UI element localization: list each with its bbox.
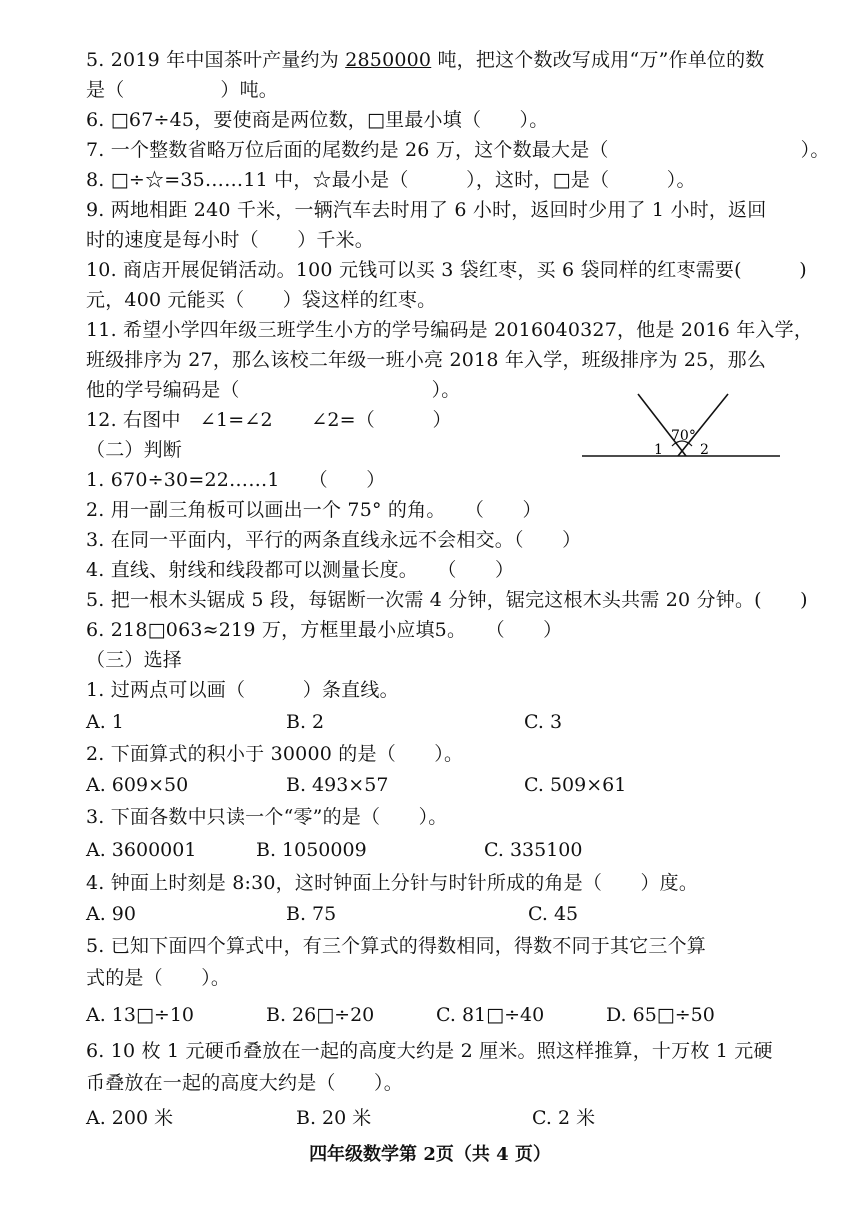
choice-q6-option-b: B. 20 米 — [296, 1107, 372, 1129]
choice-q1-option-b: B. 2 — [286, 711, 325, 733]
question-11-line1: 11. 希望小学四年级三班学生小方的学号编码是 2016040327，他是 2016 年入学， — [86, 319, 814, 341]
choice-q6-stem-line2: 币叠放在一起的高度大约是（ ）。 — [86, 1072, 403, 1094]
page-footer: 四年级数学第 2页（共 4 页） — [309, 1144, 551, 1165]
choice-q3-option-a: A. 3600001 — [86, 839, 197, 861]
choice-q2-stem: 2. 下面算式的积小于 30000 的是（ ）。 — [86, 743, 464, 765]
choice-q4-option-b: B. 75 — [286, 903, 337, 925]
angle-2-label: 2 — [700, 442, 709, 458]
underlined-number: 2850000 — [345, 49, 432, 71]
question-7: 7. 一个整数省略万位后面的尾数约是 26 万，这个数最大是（ ）。 — [86, 139, 830, 161]
question-5-line1: 5. 2019 年中国茶叶产量约为 2850000 吨，把这个数改写成用“万”作单位的数 — [86, 49, 765, 71]
choice-q3-stem: 3. 下面各数中只读一个“零”的是（ ）。 — [86, 806, 448, 828]
choice-q4-option-c: C. 45 — [528, 903, 579, 925]
question-8: 8. □÷☆=35……11 中，☆最小是（ ），这时，□是（ ）。 — [86, 169, 696, 191]
judge-item-5: 5. 把一根木头锯成 5 段，每锯断一次需 4 分钟，锯完这根木头共需 20 分钟。( ) — [86, 589, 808, 611]
judge-item-6: 6. 218□063≈219 万，方框里最小应填5。 （ ） — [86, 619, 563, 641]
section-judge-heading: （二）判断 — [86, 439, 183, 461]
choice-q3-option-b: B. 1050009 — [256, 839, 367, 861]
choice-q1-option-a: A. 1 — [86, 711, 124, 733]
judge-item-1: 1. 670÷30=22……1 （ ） — [86, 469, 386, 491]
choice-q6-option-a: A. 200 米 — [86, 1107, 174, 1129]
choice-q1-stem: 1. 过两点可以画（ ）条直线。 — [86, 679, 399, 701]
choice-q6-stem-line1: 6. 10 枚 1 元硬币叠放在一起的高度大约是 2 厘米。照这样推算，十万枚 1 元硬 — [86, 1040, 773, 1062]
choice-q5-stem-line1: 5. 已知下面四个算式中，有三个算式的得数相同，得数不同于其它三个算 — [86, 935, 706, 957]
question-12: 12. 右图中 ∠1=∠2 ∠2=（ ） — [86, 409, 452, 431]
question-11-line2: 班级排序为 27，那么该校二年级一班小亮 2018 年入学，班级排序为 25，那么 — [86, 349, 767, 371]
choice-q5-option-c: C. 81□÷40 — [436, 1004, 545, 1026]
question-6: 6. □67÷45，要使商是两位数，□里最小填（ ）。 — [86, 109, 549, 131]
choice-q6-option-c: C. 2 米 — [532, 1107, 596, 1129]
choice-q1-option-c: C. 3 — [524, 711, 563, 733]
question-11-line3: 他的学号编码是（ ）。 — [86, 379, 461, 401]
angle-70-label: 70° — [671, 428, 696, 444]
choice-q2-option-b: B. 493×57 — [286, 774, 389, 796]
question-10-line1: 10. 商店开展促销活动。100 元钱可以买 3 袋红枣，买 6 袋同样的红枣需要( ) — [86, 259, 807, 281]
choice-q5-option-b: B. 26□÷20 — [266, 1004, 375, 1026]
choice-q2-option-a: A. 609×50 — [86, 774, 189, 796]
choice-q5-stem-line2: 式的是（ ）。 — [86, 967, 231, 989]
choice-q3-option-c: C. 335100 — [484, 839, 583, 861]
question-9-line2: 时的速度是每小时（ ）千米。 — [86, 229, 375, 251]
angle-1-label: 1 — [654, 442, 663, 458]
question-10-line2: 元，400 元能买（ ）袋这样的红枣。 — [86, 289, 437, 311]
judge-item-4: 4. 直线、射线和线段都可以测量长度。 （ ） — [86, 559, 515, 581]
question-9-line1: 9. 两地相距 240 千米，一辆汽车去时用了 6 小时，返回时少用了 1 小时，返回 — [86, 199, 767, 221]
angle-figure — [580, 390, 785, 466]
judge-item-2: 2. 用一副三角板可以画出一个 75° 的角。 （ ） — [86, 499, 542, 521]
choice-q5-option-d: D. 65□÷50 — [606, 1004, 715, 1026]
choice-q5-option-a: A. 13□÷10 — [86, 1004, 195, 1026]
section-choice-heading: （三）选择 — [86, 649, 183, 671]
choice-q2-option-c: C. 509×61 — [524, 774, 627, 796]
choice-q4-option-a: A. 90 — [86, 903, 136, 925]
question-5-line2: 是（ ）吨。 — [86, 79, 279, 101]
choice-q4-stem: 4. 钟面上时刻是 8:30，这时钟面上分针与时针所成的角是（ ）度。 — [86, 872, 699, 894]
judge-item-3: 3. 在同一平面内，平行的两条直线永远不会相交。（ ） — [86, 529, 582, 551]
